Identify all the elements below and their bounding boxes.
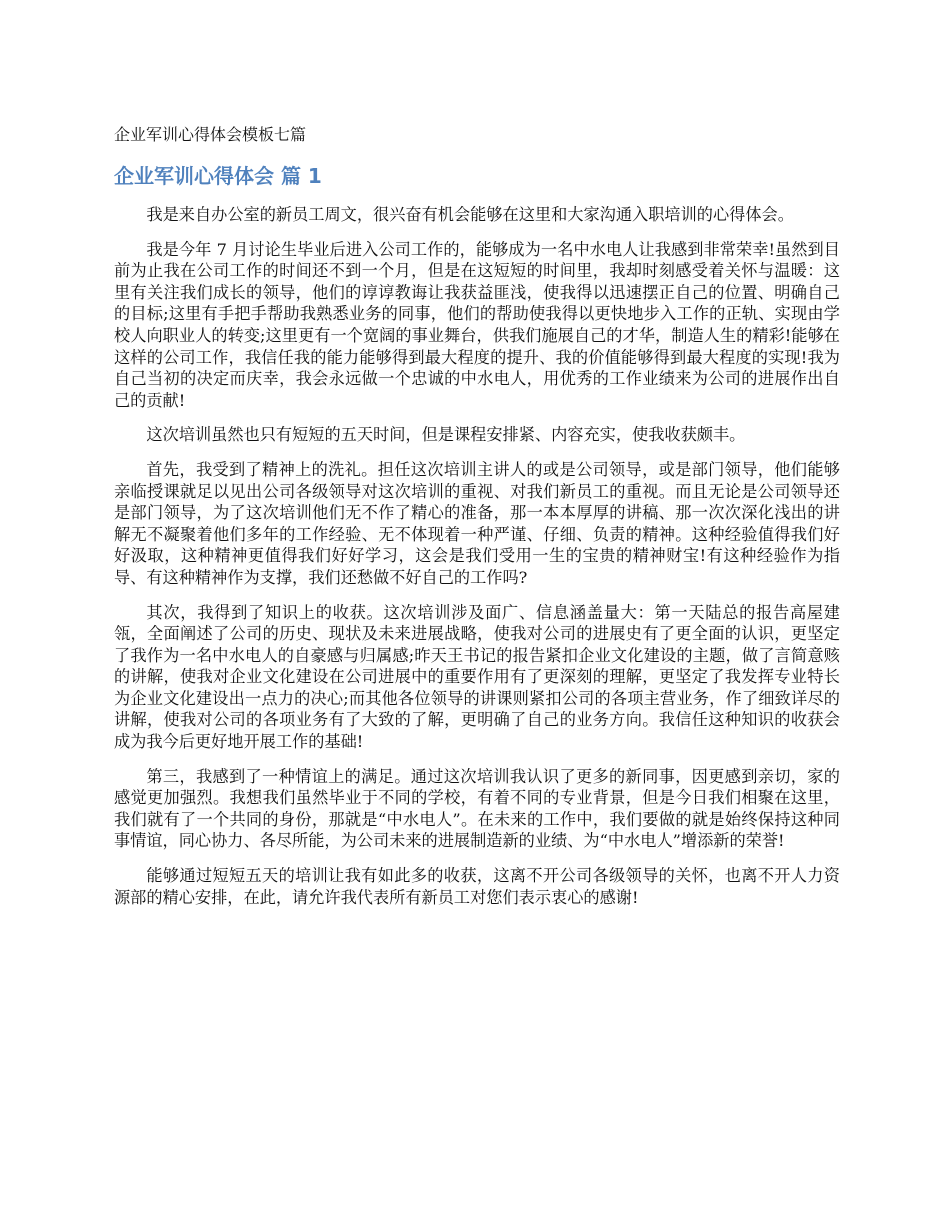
document-page: [114, 124, 840, 921]
document-title: 企业军训心得体会模板七篇: [114, 125, 307, 144]
paragraph-intro: 我是来自办公室的新员工周文，很兴奋有机会能够在这里和大家沟通入职培训的心得体会。: [146, 205, 794, 224]
paragraph-knowledge: 其次，我得到了知识上的收获。这次培训涉及面广、信息涵盖量大：第一天陆总的报告高屋建瓴，全面阐述了公司的历史、现状及未来进展战略，使我对公司的进展史有了更全面的认识，更坚定了我作为一名中水电人的自豪感与归属感;昨天王书记的报告紧扣企业文化建设的主题，做了言简意赅的讲解，使我对企业文化建设在公司进展中的重要作用有了更深刻的理解，更坚定了我发挥专业特长为企业文化建设出一点力的决心;而其他各位领导的讲课则紧扣公司的各项主营业务，作了细致详尽的讲解，使我对公司的各项业务有了大致的了解，更明确了自己的业务方向。我信任这种知识的收获会成为我今后更好地开展工作的基础!: [114, 602, 840, 752]
section-heading: 企业军训心得体会 篇 1: [114, 164, 322, 188]
paragraph-training-overview: 这次培训虽然也只有短短的五天时间，但是课程安排紧、内容充实，使我收获颇丰。: [146, 425, 746, 445]
paragraph-thanks: 能够通过短短五天的培训让我有如此多的收获，这离不开公司各级领导的关怀，也离不开人力资源部的精心安排，在此，请允许我代表所有新员工对您们表示衷心的感谢!: [114, 866, 840, 907]
paragraph-spiritual: 首先，我受到了精神上的洗礼。担任这次培训主讲人的或是公司领导，或是部门领导，他们能够亲临授课就足以见出公司各级领导对这次培训的重视、对我们新员工的重视。而且无论是公司领导还是部门领导，为了这次培训他们无不作了精心的准备，那一本本厚厚的讲稿、那一次次深化浅出的讲解无不凝聚着他们多年的工作经验、无不体现着一种严谨、仔细、负责的精神。这种经验值得我们好好汲取，这种精神更值得我们好好学习，这会是我们受用一生的宝贵的精神财宝!有这种经验作为指导、有这种精神作为支撑，我们还愁做不好自己的工作吗?: [114, 459, 840, 587]
paragraph-friendship: 第三，我感到了一种情谊上的满足。通过这次培训我认识了更多的新同事，因更感到亲切，家的感觉更加强烈。我想我们虽然毕业于不同的学校，有着不同的专业背景，但是今日我们相聚在这里，我们就有了一个共同的身份，那就是“中水电人”。在未来的工作中，我们要做的就是始终保持这种同事情谊，同心协力、各尽所能，为公司未来的进展制造新的业绩、为“中水电人”增添新的荣誉!: [114, 766, 840, 851]
paragraph-background: 我是今年 7 月讨论生毕业后进入公司工作的，能够成为一名中水电人让我感到非常荣幸!虽然到目前为止我在公司工作的时间还不到一个月，但是在这短短的时间里，我却时刻感受着关怀与温暖：这里有关注我们成长的领导，他们的谆谆教诲让我获益匪浅，使我得以迅速摆正自己的位置、明确自己的目标;这里有手把手帮助我熟悉业务的同事，他们的帮助使我得以更快地步入工作的正轨、实现由学校人向职业人的转变;这里更有一个宽阔的事业舞台，供我们施展自己的才华，制造人生的精彩!能够在这样的公司工作，我信任我的能力能够得到最大程度的提升、我的价值能够得到最大程度的实现!我为自己当初的决定而庆幸，我会永远做一个忠诚的中水电人，用优秀的工作业绩来为公司的进展作出自己的贡献!: [114, 239, 840, 410]
document-body: [114, 204, 840, 908]
